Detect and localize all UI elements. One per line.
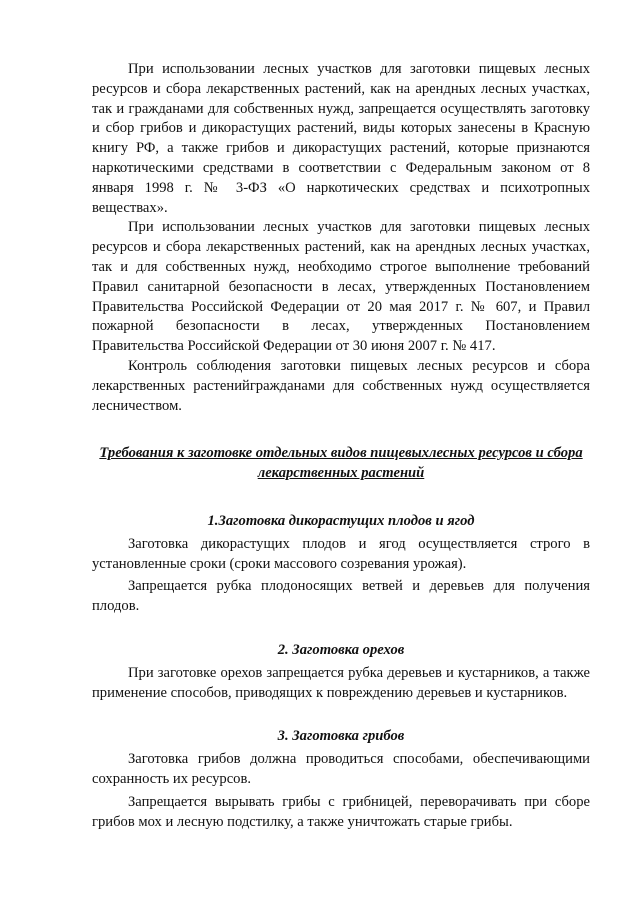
section-paragraph: При заготовке орехов запрещается рубка деревьев и кустарников, а также применение способов, приводящих к повреждению деревьев и кустарников.	[92, 664, 590, 701]
section-paragraph: Запрещается рубка плодоносящих ветвей и деревьев для получения плодов.	[92, 578, 590, 615]
section-paragraph: Запрещается вырывать грибы с грибницей, переворачивать при сборе грибов мох и лесную подстилку, а также уничтожать старые грибы.	[92, 793, 590, 830]
intro-paragraph-1: При использовании лесных участков для заготовки пищевых лесных ресурсов и сбора лекарственных растений, как на арендных лесных участках, так и гражданами для собственных нужд, запрещается осуществлять заготовку и сбор грибов и дикорастущих растений, виды которых занесены в Красную книгу РФ, а также грибов и дикорастущих растений, которые признаются наркотическими средствами в соответствии с Федеральным законом от 8 января 1998 г. № 3-ФЗ «О наркотических средствах и психотропных веществах».	[92, 61, 590, 216]
section-heading-nuts: 2. Заготовка орехов	[277, 641, 405, 658]
section-paragraph: Заготовка дикорастущих плодов и ягод осуществляется строго в установленные сроки (сроки массового созревания урожая).	[92, 535, 590, 572]
spacer	[92, 416, 590, 444]
spacer	[92, 617, 590, 641]
document-page	[92, 60, 590, 832]
spacer	[92, 703, 590, 727]
section-heading-mushrooms: 3. Заготовка грибов	[277, 728, 405, 745]
section-paragraph: Заготовка грибов должна проводиться способами, обеспечивающими сохранность их ресурсов.	[92, 751, 590, 787]
main-heading: Требования к заготовке отдельных видов пищевыхлесных ресурсов и сбора лекарственных растений	[99, 445, 583, 482]
intro-paragraph-3: Контроль соблюдения заготовки пищевых лесных ресурсов и сбора лекарственных растенийгражданами для собственных нужд осуществляется лесничеством.	[92, 357, 590, 414]
section-heading-berries: 1.Заготовка дикорастущих плодов и ягод	[207, 512, 475, 529]
spacer	[92, 484, 590, 512]
intro-paragraph-2: При использовании лесных участков для заготовки пищевых лесных ресурсов и сбора лекарственных растений, как на арендных лесных участках, так и для собственных нужд, необходимо строгое выполнение требований Правил санитарной безопасности в лесах, утвержденных Постановлением Правительства Российской Федерации от 20 мая 2017 г. № 607, и Правил пожарной безопасности в лесах, утвержденных Постановлением Правительства Российской Федерации от 30 июня 2007 г. № 417.	[92, 219, 590, 355]
